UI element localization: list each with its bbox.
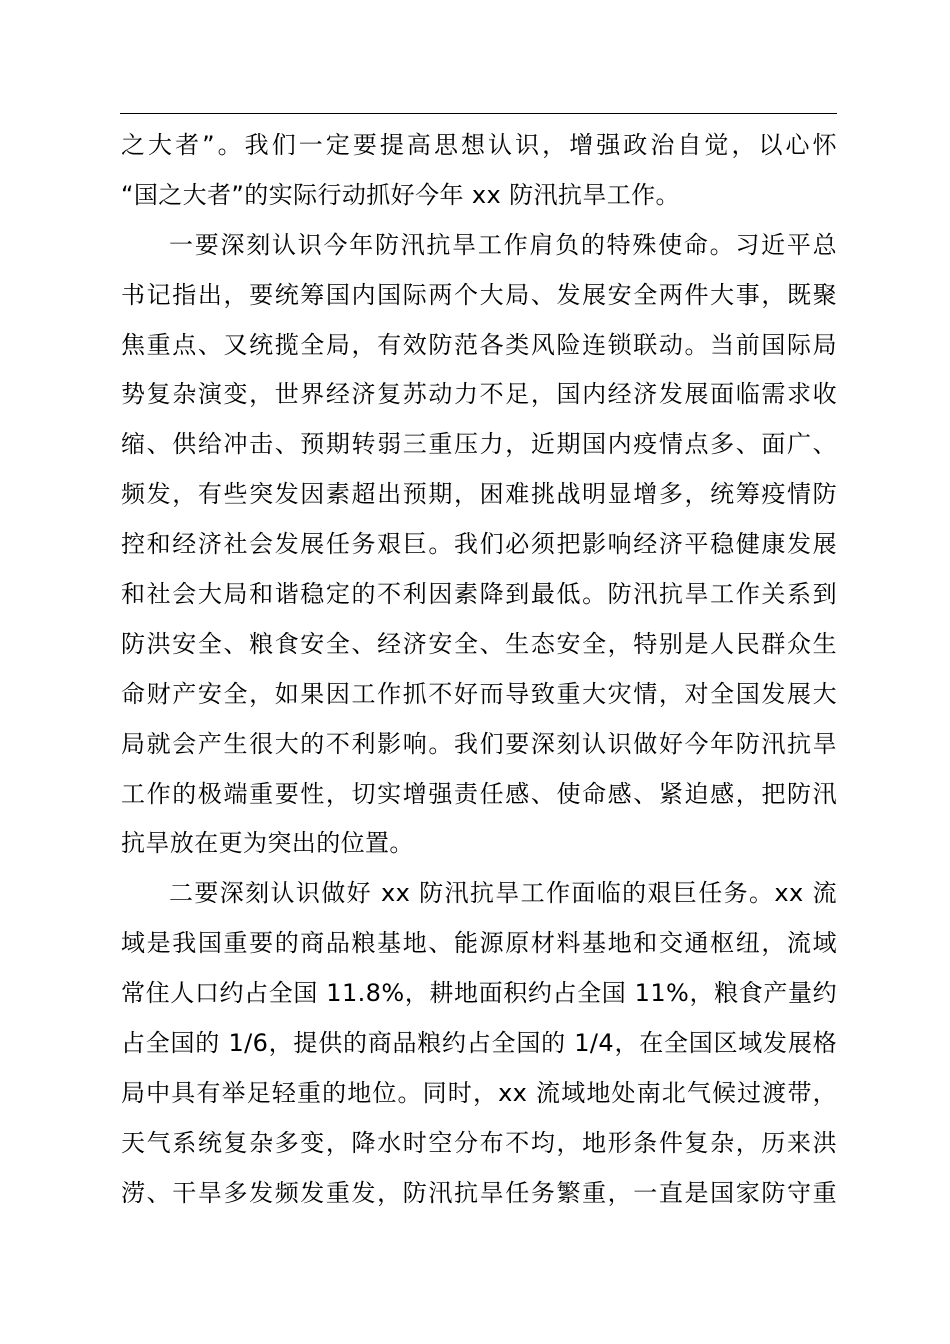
text-line: 频发，有些突发因素超出预期，困难挑战明显增多，统筹疫情防 bbox=[121, 480, 837, 509]
text-line: 域是我国重要的商品粮基地、能源原材料基地和交通枢纽，流域 bbox=[121, 929, 837, 958]
text-line: 命财产安全，如果因工作抓不好而导致重大灾情，对全国发展大 bbox=[121, 679, 837, 708]
text-line: 常住人口约占全国 11.8%，耕地面积约占全国 11%，粮食产量约 bbox=[121, 979, 837, 1008]
text-line: 涝、干旱多发频发重发，防汛抗旱任务繁重，一直是国家防守重 bbox=[121, 1178, 837, 1207]
paragraph-1-last-line: 抗旱放在更为突出的位置。 bbox=[121, 829, 414, 858]
text-line: 焦重点、又统揽全局，有效防范各类风险连锁联动。当前国际局 bbox=[121, 330, 837, 359]
header-rule bbox=[120, 113, 837, 114]
text-line: 工作的极端重要性，切实增强责任感、使命感、紧迫感，把防汛 bbox=[121, 779, 837, 808]
body-text bbox=[121, 121, 837, 1219]
text-line: 占全国的 1/6，提供的商品粮约占全国的 1/4，在全国区域发展格 bbox=[121, 1029, 837, 1058]
text-line: 和社会大局和谐稳定的不利因素降到最低。防汛抗旱工作关系到 bbox=[121, 580, 837, 609]
paragraph-1-first-line: 一要深刻认识今年防汛抗旱工作肩负的特殊使命。习近平总 bbox=[169, 230, 837, 259]
text-line: 势复杂演变，世界经济复苏动力不足，国内经济发展面临需求收 bbox=[121, 380, 837, 409]
text-line: 书记指出，要统筹国内国际两个大局、发展安全两件大事，既聚 bbox=[121, 280, 837, 309]
text-line: 之大者”。我们一定要提高思想认识，增强政治自觉，以心怀 bbox=[121, 131, 837, 159]
text-line: 局就会产生很大的不利影响。我们要深刻认识做好今年防汛抗旱 bbox=[121, 729, 837, 758]
text-line: 局中具有举足轻重的地位。同时，xx 流域地处南北气候过渡带， bbox=[121, 1078, 837, 1107]
paragraph-2-first-line: 二要深刻认识做好 xx 防汛抗旱工作面临的艰巨任务。xx 流 bbox=[169, 879, 837, 908]
text-line: 天气系统复杂多变，降水时空分布不均，地形条件复杂，历来洪 bbox=[121, 1128, 837, 1157]
text-line: 缩、供给冲击、预期转弱三重压力，近期国内疫情点多、面广、 bbox=[121, 430, 837, 459]
text-line: “国之大者”的实际行动抓好今年 xx 防汛抗旱工作。 bbox=[121, 180, 680, 209]
text-line: 控和经济社会发展任务艰巨。我们必须把影响经济平稳健康发展 bbox=[121, 530, 837, 559]
text-line: 防洪安全、粮食安全、经济安全、生态安全，特别是人民群众生 bbox=[121, 629, 837, 658]
